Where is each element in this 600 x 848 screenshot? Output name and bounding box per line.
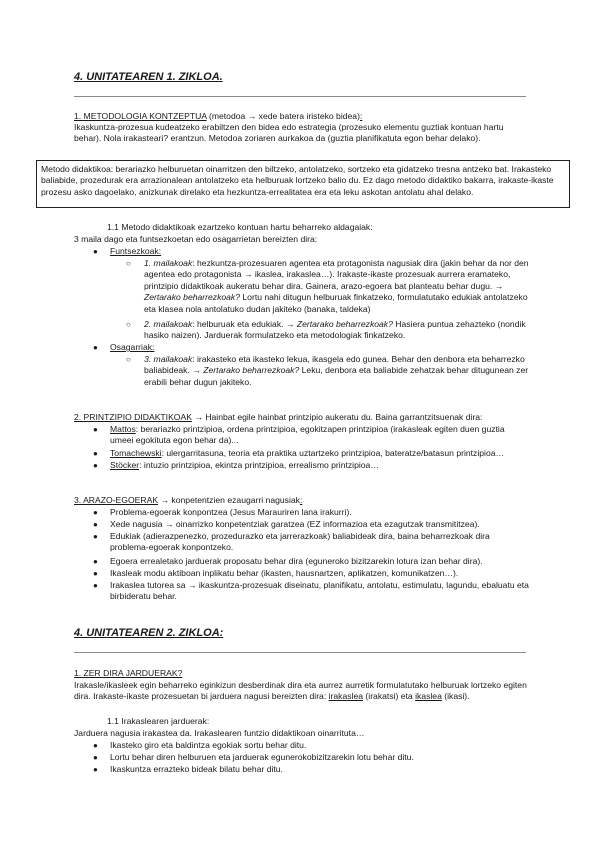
author-name: Stöcker [110,460,140,470]
bullet-icon: ● [93,343,98,352]
bullet-icon: ● [93,765,98,774]
level-label: 3. mailakoak [144,354,193,364]
paragraph-text: (ikasi). [441,691,470,702]
level-tail: Hasiera puntua zehazteko (nondik hasiko naizen). Jarduerak formulatzeko eta metodologiak finkatzeko. [144,319,526,341]
heading-rest: → Hainbat egile hainbat printzipio aukeratu du. Baina garrantzitsuenak dira: [191,412,483,422]
bullet-circle-icon: ○ [126,355,131,364]
paragraph [74,680,530,703]
level-tail: Lortu nahi ditugun helburuak finkatzeko, formulatutako edukiak antolatzeko eta klasea nola antolatuko dudan jakiteko (banaka, taldeka) [144,292,528,314]
heading-rest: → konpetentzien ezaugarri nagusiak [158,495,300,505]
list-item: Irakaslea tutorea sa → ikaskuntza-prozesuak diseinatu, planifikatu, antolatu, estimulatu, lagundu, ebaluatu eta birbideratu behar. [110,580,529,602]
divider [74,96,526,97]
author-name: Tomachewski [110,448,162,458]
level-text: : irakasteko eta ikasteko lekua, ikasgela edo gunea. Behar den denbora eta beharrezko baliabideak. → [144,354,525,376]
bullet-icon: ● [93,753,98,762]
section-2-title: 4. UNITATEAREN 2. ZIKLOA: [74,627,224,639]
bullet-icon: ● [93,581,98,590]
list-item: Xede nagusia → oinarrizko konpetentziak garatzea (EZ informazioa eta ezagutzak transmititzea). [110,519,480,529]
section-1-title: 4. UNITATEAREN 1. ZIKLOA. [74,71,223,83]
paragraph: 3 maila dago eta funtsezkoetan edo osagarrietan bereizten dira: [74,234,318,244]
list-item: Edukiak (adierazpenezko, prozedurazko eta jarrerazkoak) baliabideak dira, baina beharrezkoak dira problema-egoerak konpontzeko. [110,531,490,553]
heading-label: 1. METODOLOGIA KONTZEPTUA [74,111,207,121]
heading-label: 3. ARAZO-EGOERAK [74,495,159,505]
list-item: Lortu behar diren helburuen eta jarduerak egunerokobizitzarekin lotu behar ditu. [110,752,414,762]
subheading: 1.1 Metodo didaktikoak ezartzeko kontuan hartu beharreko aldagaiak: [107,222,373,232]
level-question: Zertarako beharrezkoak? [203,365,300,376]
list-item: Problema-egoerak konpontzea (Jesus Marauriren lana irakurri). [110,507,352,517]
paragraph: Jarduera nagusia irakastea da. Irakaslearen funtzio didaktikoan oinarrituta… [74,728,365,738]
heading-label: 2. PRINTZIPIO DIDAKTIKOAK [74,412,192,422]
bullet-icon: ● [93,532,98,541]
author-text: : ulergarritasuna, teoria eta praktika uztartzeko printzipioa, bateratze/batasun printzipioa… [161,448,505,458]
bullet-icon: ● [93,247,98,256]
level-question: Zertarako beharrezkoak? [296,319,393,329]
list-item-level-1 [144,258,530,315]
paragraph: Ikaskuntza-prozesua kudeatzeko erabiltzen den bidea edo estrategia (prozesuko elementu guztiak kontuan hartu behar). Nola irakasteari? erantzun. Metodoa zoriaren aurkakoa da (guztia planifikatuta egon behar delako). [74,122,504,144]
bullet-circle-icon: ○ [126,320,131,329]
list-item-level-3 [144,354,530,388]
level-tail: Leku, denbora eta baliabide zehatzak behar ditugunean zer erabili behar dugun jakiteko. [144,365,529,387]
heading-colon: : [299,495,303,505]
list-item-osagarriak: Osagarriak: [110,342,155,352]
term-irakaslea: irakaslea [328,691,364,702]
paragraph-text: Irakasle/ikasleek egin beharreko eginkizun desberdinak dira eta aurrez aurretik formulatutako helburuak lortzeko egiten dira. Irakaste-ikaste prozesuetan bi jarduera nagusi bereizten dira: [74,680,527,702]
list-item-level-2 [144,319,530,342]
heading-jarduerak: 1. ZER DIRA JARDUERAK? [74,668,183,678]
list-item: Egoera errealetako jarduerak proposatu behar dira (eguneroko bizitzarekin lotura izan behar dira). [110,556,483,566]
bullet-icon: ● [93,449,98,458]
level-text: : hezkuntza-prozesuaren agentea eta protagonista nagusiak dira (jakin behar da nor den agentea edo protagonista → ikaslea, irakaslea…). Irakaste-ikaste prozesuak aurrera eramateko, printzipio didaktikoak aukeratu behar dira. Gainera, arazo-egoera bat planteatu behar dugu. → [144,258,529,291]
bullet-icon: ● [93,508,98,517]
list-item [110,424,530,447]
bullet-icon: ● [93,461,98,470]
author-text: : intuzio printzipioa, ekintza printzipioa, errealismo printzipioa… [139,460,379,470]
list-item [110,460,530,471]
definition-text: Metodo didaktikoa: berariazko helburuetan oinarritzen den biltzeko, antolatzeko, sortzeko eta gidatzeko tresna antzeko bat. Irakasteko baliabide, prozedurak era arrazionalean antolatzeko eta helburuak lortzeko balio du. Ez dago metodo didaktiko bakarra, irakaste-ikaste prozesu asko dagoelako, anizkunak direlako eta hezkuntza-errealitatea era eta leku askotan antolatu ahal delako. [41,164,554,197]
definition-box [36,160,570,208]
heading-metodologia [74,111,530,122]
list-item: Ikaskuntza errazteko bideak bilatu behar ditu. [110,764,283,774]
heading-printzipio [74,412,530,423]
heading-arazo-egoerak [74,495,530,506]
level-question: Zertarako beharrezkoak? [144,292,241,303]
level-label: 1. mailakoak [144,258,193,268]
level-label: 2. mailakoak [144,319,193,329]
divider [74,652,526,653]
list-item-funtsezkoak: Funtsezkoak: [110,246,162,256]
bullet-icon: ● [93,520,98,529]
level-text: : helburuak eta edukiak. → [192,319,297,329]
bullet-circle-icon: ○ [126,259,131,268]
term-ikaslea: ikaslea [415,691,442,702]
list-item: Ikasteko giro eta baldintza egokiak sortu behar ditu. [110,740,307,750]
bullet-icon: ● [93,557,98,566]
heading-colon: : [359,111,363,121]
list-item: Ikasleak modu aktiboan inplikatu behar (ikasten, hausnartzen, aplikatzen, komunikatzen…). [110,568,459,578]
bullet-icon: ● [93,425,98,434]
list-item [110,448,530,459]
paragraph-text: (irakatsi) eta [363,691,416,702]
bullet-icon: ● [93,741,98,750]
author-name: Mattos [110,424,136,434]
subheading: 1.1 Irakaslearen jarduerak: [107,716,210,726]
bullet-icon: ● [93,569,98,578]
heading-rest: (metodoa → xede batera iristeko bidea) [206,111,360,121]
author-text: : berariazko printzipioa, ordena printzipioa, egokitzapen printzipioa (irakasleak egiten duen guztia umeei egokituta egon behar da)... [110,424,505,446]
